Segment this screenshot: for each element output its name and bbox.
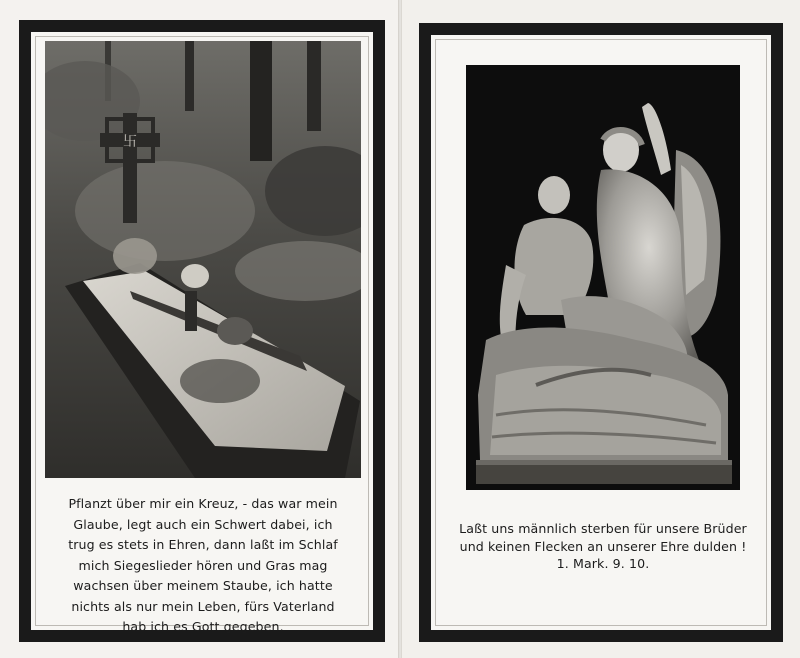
poem-line: Pflanzt über mir ein Kreuz, - das war mein <box>68 496 338 511</box>
poem-line: Glaube, legt auch ein Schwert dabei, ich <box>73 516 333 532</box>
svg-text:卐: 卐 <box>123 134 137 150</box>
poem-line: wachsen über meinem Staube, ich hatte <box>73 578 333 593</box>
poem-line: mich Siegeslieder hören und Gras mag <box>78 557 328 573</box>
verse-line: Laßt uns männlich sterben für unsere Brüder <box>459 521 747 536</box>
verse-citation: 1. Mark. 9. 10. <box>556 556 650 571</box>
poem-line: trug es stets in Ehren, dann laßt im Schlaf <box>68 537 338 552</box>
grave-photo <box>45 41 361 478</box>
poem-line: nichts als nur mein Leben, fürs Vaterland <box>71 598 335 614</box>
angel-statue-photo <box>466 65 740 490</box>
poem-text <box>45 494 361 638</box>
poem-line: hab ich es Gott gegeben. <box>122 619 284 634</box>
verse-line: und keinen Flecken an unserer Ehre dulden ! <box>459 538 747 554</box>
verse-text <box>440 520 766 573</box>
